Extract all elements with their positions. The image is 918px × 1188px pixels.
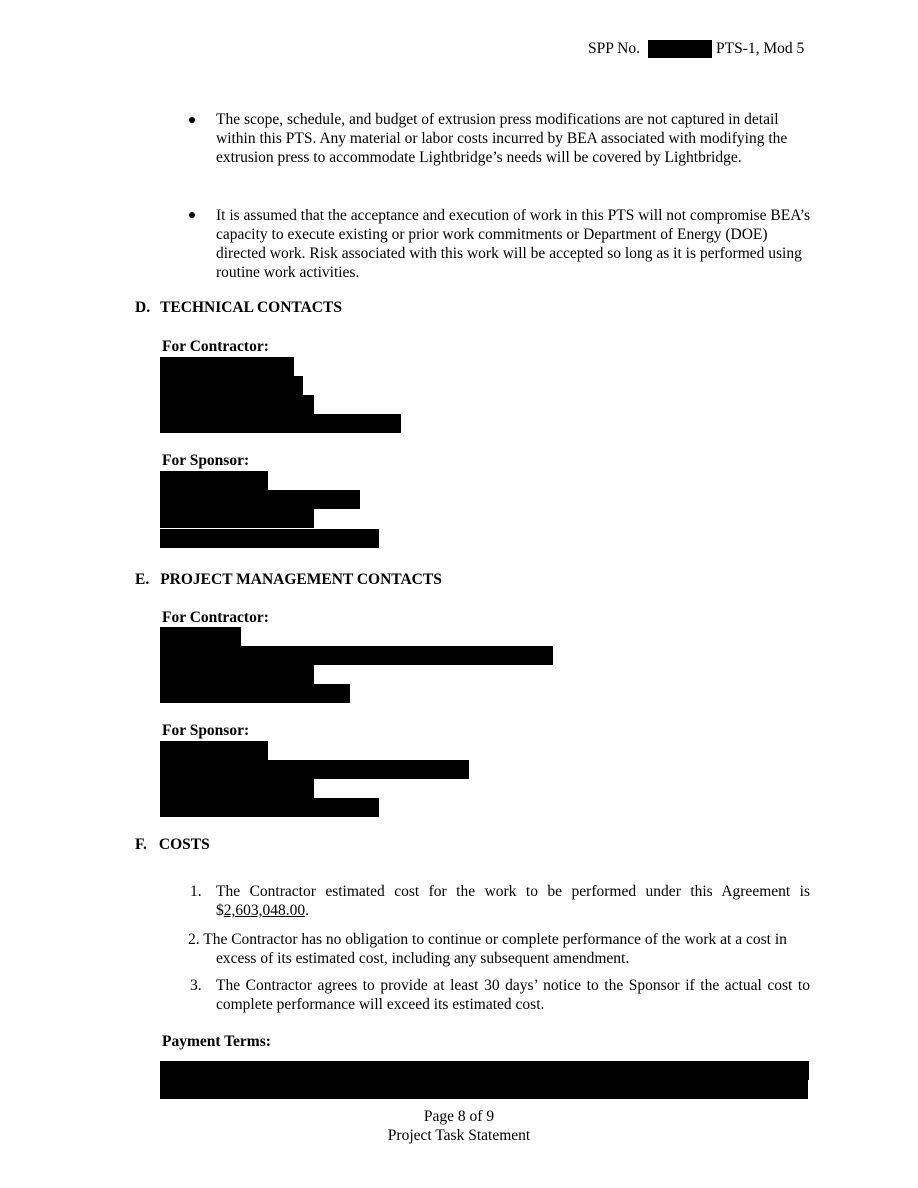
document-title: Project Task Statement: [387, 1127, 531, 1144]
section-title: TECHNICAL CONTACTS: [160, 299, 342, 316]
section-e-heading: [135, 570, 442, 589]
pm-sponsor-label: For Sponsor:: [162, 722, 250, 739]
section-letter: D.: [135, 299, 151, 316]
redacted-line: [160, 490, 360, 509]
page-header: [588, 39, 812, 59]
section-f-heading: [135, 835, 210, 854]
redacted-line: [160, 471, 268, 490]
bullet-icon: [189, 212, 195, 218]
section-title: PROJECT MANAGEMENT CONTACTS: [160, 571, 442, 588]
redacted-line: [160, 665, 314, 684]
section-title: COSTS: [158, 836, 210, 853]
spp-number-label: SPP No.: [588, 40, 640, 57]
technical-contractor-label: For Contractor:: [162, 338, 269, 355]
redacted-line: [160, 779, 314, 798]
redacted-line: [160, 741, 268, 760]
cost-item-2: 2. The Contractor has no obligation to continue or complete performance of the work at a cost in excess of its estimated cost, including any subsequent amendment.: [188, 931, 787, 967]
cost-item-3: The Contractor agrees to provide at least 30 days’ notice to the Sponsor if the actual cost to complete performance will exceed its estimated cost.: [216, 977, 810, 1013]
redacted-line: [160, 798, 379, 817]
cost-item-1: The Contractor estimated cost for the work to be performed under this Agreement is $2,603,048.00.: [216, 883, 810, 919]
assumption-bullet-1: The scope, schedule, and budget of extrusion press modifications are not captured in detail within this PTS. Any material or labor costs incurred by BEA associated with modifying the extrusion press to accommodate Lightbridge’s needs will be covered by Lightbridge.: [216, 111, 788, 166]
cost-item-number: 2.: [188, 931, 200, 948]
redacted-line: [160, 376, 303, 395]
section-letter: F.: [135, 836, 147, 853]
redacted-line: [160, 627, 241, 646]
page-number: Page 8 of 9: [423, 1108, 495, 1125]
pm-contractor-label: For Contractor:: [162, 609, 269, 626]
redacted-spp-number: [648, 40, 712, 58]
estimated-cost-amount: 2,603,048.00: [223, 902, 306, 919]
redacted-line: [160, 684, 350, 703]
document-id: PTS-1, Mod 5: [716, 40, 805, 57]
redacted-line: [160, 414, 401, 433]
section-letter: E.: [135, 571, 150, 588]
payment-terms-label: Payment Terms:: [162, 1033, 271, 1050]
redacted-line: [160, 509, 314, 528]
bullet-icon: [189, 117, 195, 123]
redacted-line: [160, 646, 553, 665]
redacted-line: [160, 760, 469, 779]
page-footer: [0, 1107, 918, 1145]
cost-item-number: 3.: [190, 977, 202, 994]
section-d-heading: [135, 298, 342, 317]
technical-sponsor-label: For Sponsor:: [162, 452, 250, 469]
cost-item-number: 1.: [190, 883, 202, 900]
assumption-bullet-2: It is assumed that the acceptance and execution of work in this PTS will not compromise BEA’s capacity to execute existing or prior work commitments or Department of Energy (DOE) directed work. Risk associated with this work will be accepted so long as it is performed using routine work activities.: [216, 207, 811, 281]
redacted-line: [160, 357, 294, 376]
redacted-line: [160, 529, 379, 548]
redacted-payment-terms: [160, 1080, 808, 1099]
redacted-payment-terms: [160, 1061, 809, 1080]
redacted-line: [160, 395, 314, 414]
